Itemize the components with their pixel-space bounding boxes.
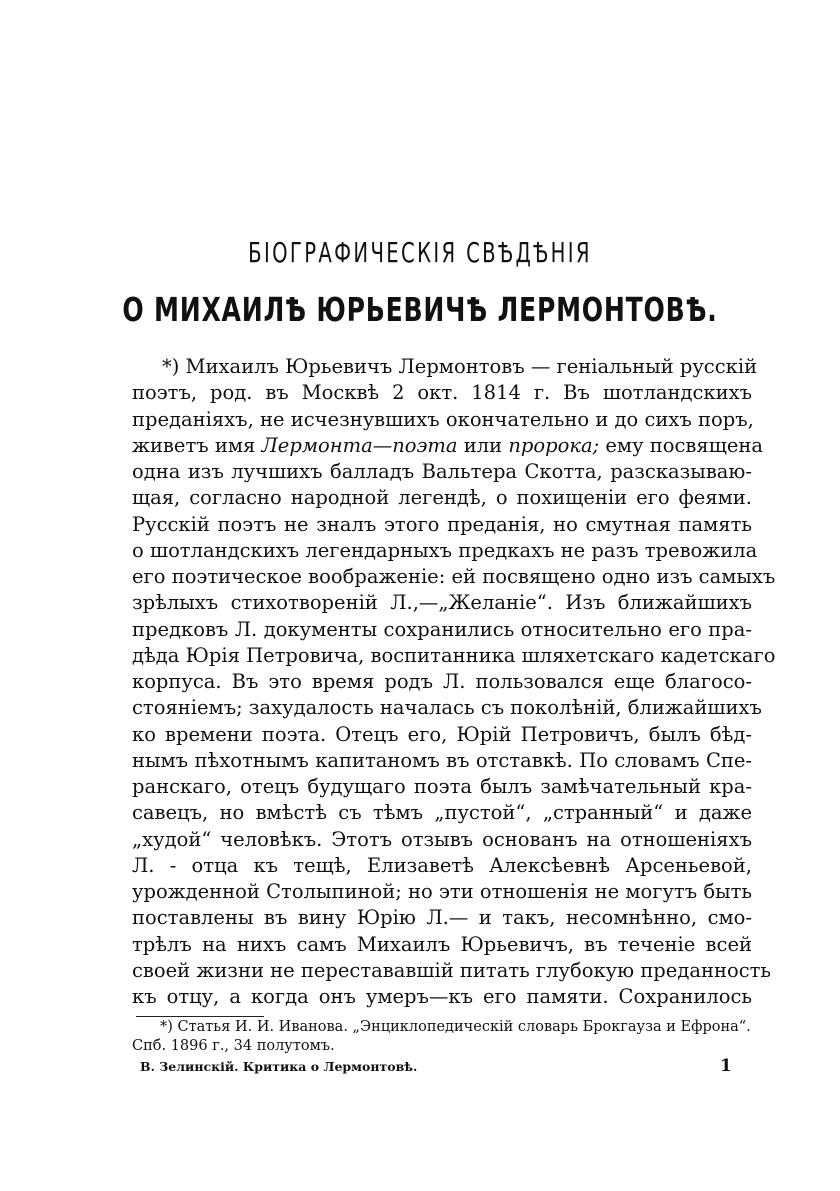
text-line: поставлены въ вину Юрію Л.— и такъ, несомнѣнно, смо- (132, 906, 752, 930)
text-line: савецъ, но вмѣстѣ съ тѣмъ „пустой“, „странный“ и даже (132, 801, 752, 825)
text-line: дѣда Юрія Петровича, воспитанника шляхетскаго кадетскаго (132, 643, 776, 667)
text-line: стояніемъ; захудалость началась съ поколѣній, ближайшихъ (132, 696, 762, 720)
text-line: „худой“ человѣкъ. Этотъ отзывъ основанъ на отношеніяхъ (132, 827, 752, 851)
text-line: ко времени поэта. Отецъ его, Юрій Петровичъ, былъ бѣд- (132, 722, 752, 746)
text-line: одна изъ лучшихъ балладъ Вальтера Скотта, разсказываю- (132, 460, 752, 483)
text-line: трѣлъ на нихъ самъ Михаилъ Юрьевичъ, въ теченіе всей (132, 932, 752, 956)
footnote-line: *) Статья И. И. Иванова. „Энциклопедическій словарь Брокгауза и Ефрона“. (160, 1019, 751, 1035)
text-fragment: ему посвящена (605, 433, 763, 457)
footnote-line: Спб. 1896 г., 34 полутомъ. (132, 1038, 335, 1054)
text-line: Л. - отца къ тещѣ, Елизаветѣ Алексѣевнѣ Арсеньевой, (132, 853, 752, 877)
text-line: о шотландскихъ легендарныхъ предкахъ не разъ тревожила (132, 538, 758, 562)
text-line: Русскій поэтъ не зналъ этого преданія, но смутная память (132, 512, 752, 536)
text-line: корпуса. Въ это время родъ Л. пользовался еще благосо- (132, 670, 752, 693)
italic-fragment: Лермонта—поэта (261, 433, 458, 457)
text-line: къ отцу, а когда онъ умеръ—къ его памяти. Сохранилось (132, 985, 752, 1008)
text-line: своей жизни не перестававшій питать глубокую преданность (132, 958, 772, 982)
text-line: поэтъ, род. въ Москвѣ 2 окт. 1814 г. Въ шотландскихъ (132, 381, 752, 405)
page-subtitle: О МИХАИЛѢ ЮРЬЕВИЧѢ ЛЕРМОНТОВѢ. (122, 290, 718, 329)
footnote-divider (136, 1016, 264, 1017)
text-fragment: живетъ имя (132, 433, 256, 457)
text-line: предковъ Л. документы сохранились относительно его пра- (132, 617, 752, 641)
text-line: урожденной Столыпиной; но эти отношенія не могутъ быть (132, 880, 752, 903)
text-line: ранскаго, отецъ будущаго поэта былъ замѣчательный кра- (132, 775, 752, 798)
text-line (132, 433, 763, 459)
running-footer: В. Зелинскій. Критика о Лермонтовѣ. (140, 1059, 418, 1074)
text-fragment: или (463, 433, 503, 457)
footnote (132, 1018, 756, 1056)
body-text (132, 354, 776, 1010)
page-title: БІОГРАФИЧЕСКІЯ СВѢДѢНІЯ (248, 236, 592, 269)
text-line: щая, согласно народной легендѣ, о похищеніи его феями. (132, 486, 752, 510)
italic-fragment: пророка; (508, 433, 600, 457)
text-line: нымъ пѣхотнымъ капитаномъ въ отставкѣ. По словамъ Спе- (132, 748, 752, 772)
text-line: *) Михаилъ Юрьевичъ Лермонтовъ — геніальный русскій (162, 355, 758, 378)
text-line: преданіяхъ, не исчезнувшихъ окончательно и до сихъ поръ, (132, 407, 754, 431)
page-number: 1 (720, 1056, 732, 1076)
text-line: зрѣлыхъ стихотвореній Л.,—„Желаніе“. Изъ ближайшихъ (132, 591, 752, 615)
text-line: его поэтическое воображеніе: ей посвящено одно изъ самыхъ (132, 565, 776, 588)
